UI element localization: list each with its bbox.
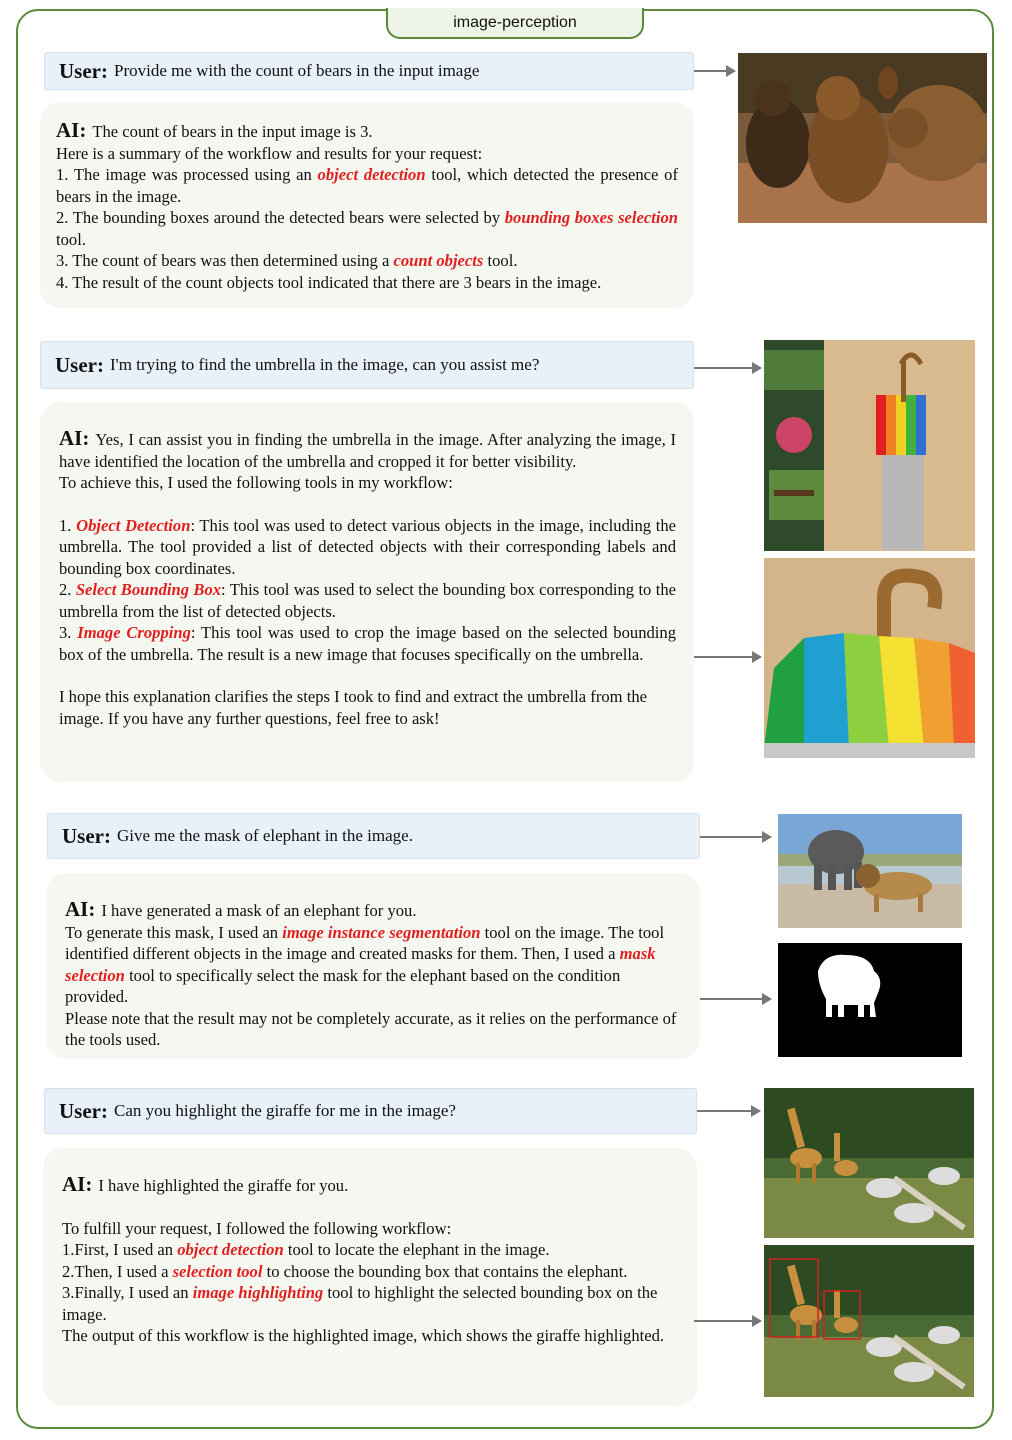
ai-response-4 [43, 1148, 697, 1406]
giraffe-zebra-photo [764, 1088, 974, 1238]
ai-label: AI: [59, 426, 90, 450]
tool-name: mask selection [65, 944, 656, 985]
user-text: Provide me with the count of bears in the input image [113, 61, 480, 80]
user-label: User: [59, 58, 108, 83]
ai-line: Please note that the result may not be completely accurate, as it relies on the performance of the tools used. [65, 1008, 677, 1049]
panel-title-tab: image-perception [386, 8, 644, 39]
ai-label: AI: [56, 118, 87, 142]
tool-name: object detection [177, 1240, 284, 1259]
ai-line: 4. The result of the count objects tool indicated that there are 3 bears in the image. [56, 272, 602, 292]
ai-answer: The count of bears in the input image is 3. [92, 122, 373, 141]
ai-line: 3. The count of bears was then determined using a count objects tool. [56, 251, 518, 270]
ai-step: 1. Object Detection: This tool was used to detect various objects in the image, including the umbrella. The tool provided a list of detected objects with their corresponding labels and bounding box coordinates. [59, 515, 676, 578]
ai-line: 2. The bounding boxes around the detected bears were selected by bounding boxes selection tool. [56, 208, 678, 249]
arrow-to-image [697, 1110, 759, 1112]
user-text: Can you highlight the giraffe for me in the image? [113, 1101, 456, 1120]
tool-name: image instance segmentation [282, 922, 481, 942]
ai-line: Here is a summary of the workflow and results for your request: [56, 143, 483, 163]
ai-response-2 [40, 402, 694, 782]
arrow-to-image [694, 70, 734, 72]
ai-line: 1. The image was processed using an object detection tool, which detected the presence of bears in the image. [56, 165, 678, 206]
ai-line: 2.Then, I used a selection tool to choose the bounding box that contains the elephant. [62, 1261, 628, 1281]
arrow-to-image [694, 656, 760, 658]
ai-line: 1.First, I used an object detection tool to locate the elephant in the image. [62, 1240, 550, 1259]
user-message-1 [44, 52, 694, 90]
arrow-to-image [694, 1320, 760, 1322]
user-message-3 [47, 813, 700, 859]
user-message-2 [40, 341, 694, 389]
elephant-lion-photo [778, 814, 962, 928]
tool-name: Image Cropping [77, 623, 191, 642]
ai-response-3 [46, 873, 700, 1059]
ai-line: To achieve this, I used the following tools in my workflow: [59, 473, 453, 492]
user-text: I'm trying to find the umbrella in the image, can you assist me? [109, 355, 540, 374]
tool-name: selection tool [172, 1261, 263, 1281]
arrow-to-image [700, 836, 770, 838]
umbrella-stand-photo [764, 340, 975, 551]
elephant-mask [778, 943, 962, 1057]
ai-closing: I hope this explanation clarifies the steps I took to find and extract the umbrella from the image. If you have any further questions, feel free to ask! [59, 687, 647, 728]
tool-name: count objects [393, 251, 484, 270]
arrow-to-image [694, 367, 760, 369]
giraffe-highlighted-photo [764, 1245, 974, 1397]
ai-answer: Yes, I can assist you in finding the umbrella in the image. After analyzing the image, I have identified the location of the umbrella and cropped it for better visibility. [59, 430, 676, 471]
bears-photo [738, 53, 987, 223]
tool-name: bounding boxes selection [504, 208, 678, 227]
tool-name: image highlighting [192, 1283, 324, 1302]
ai-answer: I have highlighted the giraffe for you. [98, 1176, 349, 1195]
ai-line: 3.Finally, I used an image highlighting tool to highlight the selected bounding box on the image. [62, 1283, 658, 1324]
user-label: User: [55, 352, 104, 377]
umbrella-cropped-photo [764, 558, 975, 758]
user-message-4 [44, 1088, 697, 1134]
ai-label: AI: [65, 897, 96, 921]
ai-label: AI: [62, 1172, 93, 1196]
user-text: Give me the mask of elephant in the image. [116, 826, 413, 845]
user-label: User: [62, 823, 111, 848]
ai-line: To fulfill your request, I followed the following workflow: [62, 1218, 452, 1238]
tool-name: object detection [317, 165, 426, 184]
tool-name: Object Detection [76, 515, 191, 535]
arrow-to-image [700, 998, 770, 1000]
ai-step: 3. Image Cropping: This tool was used to crop the image based on the selected bounding box of the umbrella. The result is a new image that focuses specifically on the umbrella. [59, 623, 676, 664]
ai-answer: I have generated a mask of an elephant for you. [101, 901, 417, 920]
tool-name: Select Bounding Box [75, 580, 222, 599]
ai-step: 2. Select Bounding Box: This tool was used to select the bounding box corresponding to the umbrella from the list of detected objects. [59, 580, 677, 621]
ai-response-1 [40, 102, 694, 308]
ai-line: The output of this workflow is the highlighted image, which shows the giraffe highlighted. [62, 1326, 665, 1345]
user-label: User: [59, 1098, 108, 1123]
ai-line: To generate this mask, I used an image instance segmentation tool on the image. The tool identified different objects in the image and created masks for them. Then, I used a mask selection tool to specifically select the mask for the elephant based on the condition provided. [65, 922, 665, 1006]
